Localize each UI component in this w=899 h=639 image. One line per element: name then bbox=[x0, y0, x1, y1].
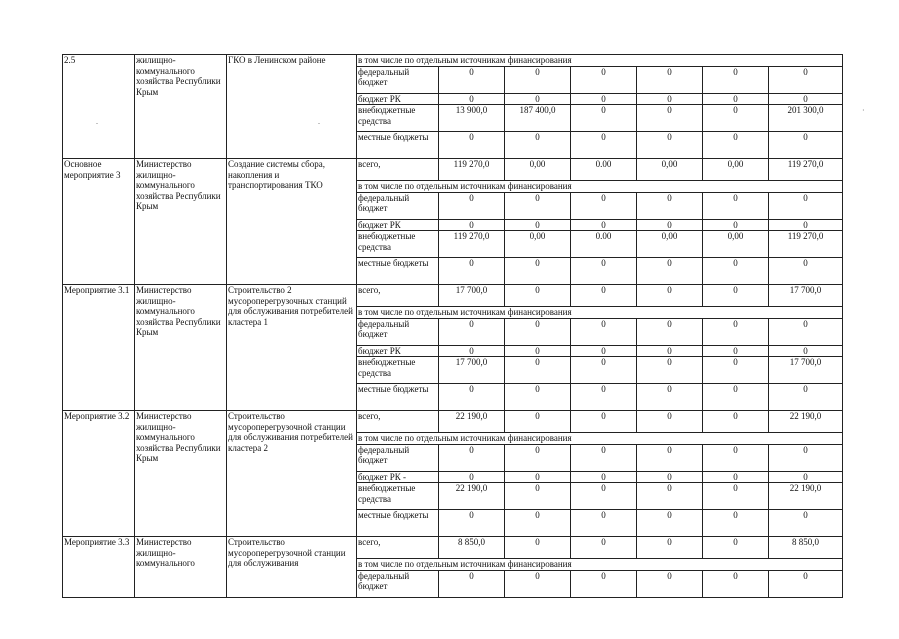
amount-cell: 0.00 bbox=[571, 231, 637, 258]
source-label-cell: местные бюджеты bbox=[357, 258, 439, 285]
amount-cell: 0 bbox=[637, 471, 703, 483]
amount-cell: 0 bbox=[703, 537, 769, 559]
amount-cell: 0 bbox=[769, 384, 843, 411]
amount-cell: 0 bbox=[439, 219, 505, 231]
amount-cell: 0 bbox=[703, 570, 769, 597]
amount-cell: 17 700,0 bbox=[439, 357, 505, 384]
sources-note-cell: в том числе по отдельным источникам финансирования bbox=[357, 559, 843, 571]
amount-cell: 0 bbox=[769, 444, 843, 471]
table-body bbox=[63, 55, 843, 598]
amount-cell: 0 bbox=[505, 66, 571, 93]
source-label-cell: федеральный бюджет bbox=[357, 444, 439, 471]
measure-description-cell: ГКО в Ленинском районе bbox=[227, 55, 357, 159]
amount-cell: 0 bbox=[637, 258, 703, 285]
amount-cell: 0 bbox=[637, 66, 703, 93]
amount-cell: 0 bbox=[703, 66, 769, 93]
amount-cell: 0 bbox=[769, 510, 843, 537]
amount-cell: 0 bbox=[439, 570, 505, 597]
amount-cell: 0 bbox=[637, 537, 703, 559]
executor-cell: Министерство жилищно-коммунального хозяйства Республики Крым bbox=[135, 411, 227, 537]
amount-cell: 0 bbox=[637, 345, 703, 357]
amount-cell: 0 bbox=[505, 219, 571, 231]
amount-cell: 0.00 bbox=[571, 159, 637, 181]
amount-cell: 0 bbox=[703, 258, 769, 285]
measure-id-cell: Основное мероприятие 3 bbox=[63, 159, 135, 285]
measure-id-cell: Мероприятие 3.2 bbox=[63, 411, 135, 537]
amount-cell: 0 bbox=[703, 357, 769, 384]
source-label-cell: местные бюджеты bbox=[357, 132, 439, 159]
source-label-cell: местные бюджеты bbox=[357, 384, 439, 411]
amount-cell: 0 bbox=[571, 537, 637, 559]
amount-cell: 0 bbox=[637, 510, 703, 537]
measure-id-cell: 2.5 bbox=[63, 55, 135, 159]
amount-cell: 0 bbox=[571, 93, 637, 105]
amount-cell: 0 bbox=[439, 471, 505, 483]
scan-speck: · bbox=[862, 106, 865, 115]
amount-cell: 0,00 bbox=[505, 231, 571, 258]
amount-cell: 22 190,0 bbox=[769, 411, 843, 433]
source-label-cell: федеральный бюджет bbox=[357, 318, 439, 345]
source-label-cell: местные бюджеты bbox=[357, 510, 439, 537]
amount-cell: 0 bbox=[505, 318, 571, 345]
amount-cell: 0 bbox=[571, 384, 637, 411]
measure-description-cell: Строительство мусороперегрузочной станции для обслуживания потребителей кластера 2 bbox=[227, 411, 357, 537]
amount-cell: 0 bbox=[769, 219, 843, 231]
amount-cell: 0 bbox=[637, 219, 703, 231]
amount-cell: 0 bbox=[439, 345, 505, 357]
amount-cell: 0 bbox=[703, 444, 769, 471]
amount-cell: 0 bbox=[439, 132, 505, 159]
amount-cell: 0 bbox=[505, 570, 571, 597]
table-row bbox=[63, 55, 843, 67]
amount-cell: 0 bbox=[439, 192, 505, 219]
amount-cell: 0 bbox=[637, 384, 703, 411]
amount-cell: 0 bbox=[769, 132, 843, 159]
amount-cell: 119 270,0 bbox=[439, 231, 505, 258]
amount-cell: 0 bbox=[571, 444, 637, 471]
source-label-cell: всего, bbox=[357, 411, 439, 433]
amount-cell: 0 bbox=[637, 570, 703, 597]
amount-cell: 0 bbox=[703, 411, 769, 433]
source-label-cell: внебюджетные средства bbox=[357, 483, 439, 510]
amount-cell: 13 900,0 bbox=[439, 105, 505, 132]
source-label-cell: федеральный бюджет bbox=[357, 66, 439, 93]
amount-cell: 22 190,0 bbox=[769, 483, 843, 510]
amount-cell: 0 bbox=[703, 192, 769, 219]
amount-cell: 0 bbox=[703, 318, 769, 345]
amount-cell: 0 bbox=[703, 483, 769, 510]
source-label-cell: бюджет РК bbox=[357, 219, 439, 231]
table-row bbox=[63, 285, 843, 307]
amount-cell: 0 bbox=[769, 570, 843, 597]
amount-cell: 0 bbox=[703, 93, 769, 105]
amount-cell: 119 270,0 bbox=[439, 159, 505, 181]
source-label-cell: всего, bbox=[357, 159, 439, 181]
measure-id-cell: Мероприятие 3.1 bbox=[63, 285, 135, 411]
amount-cell: 0 bbox=[505, 510, 571, 537]
amount-cell: 0 bbox=[637, 411, 703, 433]
amount-cell: 0 bbox=[769, 345, 843, 357]
amount-cell: 0 bbox=[505, 483, 571, 510]
measure-description-cell: Создание системы сбора, накопления и транспортирования ТКО bbox=[227, 159, 357, 285]
amount-cell: 0 bbox=[571, 318, 637, 345]
amount-cell: 0 bbox=[571, 471, 637, 483]
measure-description-cell: Строительство мусороперегрузочной станции для обслуживания bbox=[227, 537, 357, 598]
amount-cell: 0 bbox=[637, 318, 703, 345]
amount-cell: 0 bbox=[439, 444, 505, 471]
amount-cell: 0 bbox=[637, 444, 703, 471]
amount-cell: 0 bbox=[637, 93, 703, 105]
amount-cell: 0 bbox=[571, 66, 637, 93]
amount-cell: 0 bbox=[637, 483, 703, 510]
amount-cell: 0 bbox=[505, 93, 571, 105]
scan-speck: . bbox=[96, 117, 98, 126]
amount-cell: 0 bbox=[637, 192, 703, 219]
amount-cell: 0 bbox=[571, 192, 637, 219]
amount-cell: 0 bbox=[571, 345, 637, 357]
amount-cell: 0 bbox=[505, 357, 571, 384]
amount-cell: 0 bbox=[439, 510, 505, 537]
amount-cell: 0 bbox=[571, 570, 637, 597]
amount-cell: 0 bbox=[571, 411, 637, 433]
amount-cell: 0 bbox=[637, 132, 703, 159]
source-label-cell: внебюджетные средства bbox=[357, 105, 439, 132]
financing-table bbox=[62, 54, 843, 598]
sources-note-cell: в том числе по отдельным источникам финансирования bbox=[357, 55, 843, 67]
amount-cell: 0,00 bbox=[505, 159, 571, 181]
amount-cell: 22 190,0 bbox=[439, 483, 505, 510]
measure-id-cell: Мероприятие 3.3 bbox=[63, 537, 135, 598]
amount-cell: 8 850,0 bbox=[769, 537, 843, 559]
amount-cell: 0,00 bbox=[703, 159, 769, 181]
amount-cell: 0 bbox=[571, 285, 637, 307]
amount-cell: 0 bbox=[571, 357, 637, 384]
measure-description-cell: Строительство 2 мусороперегрузочных станций для обслуживания потребителей кластера 1 bbox=[227, 285, 357, 411]
scan-speck: . bbox=[318, 117, 320, 126]
amount-cell: 0 bbox=[703, 285, 769, 307]
amount-cell: 0 bbox=[571, 258, 637, 285]
amount-cell: 119 270,0 bbox=[769, 159, 843, 181]
amount-cell: 0 bbox=[703, 219, 769, 231]
amount-cell: 0 bbox=[703, 471, 769, 483]
amount-cell: 0 bbox=[571, 510, 637, 537]
amount-cell: 0 bbox=[439, 258, 505, 285]
executor-cell: Министерство жилищно-коммунального хозяйства Республики Крым bbox=[135, 285, 227, 411]
amount-cell: 0,00 bbox=[703, 231, 769, 258]
document-page bbox=[62, 54, 842, 598]
source-label-cell: внебюджетные средства bbox=[357, 231, 439, 258]
source-label-cell: федеральный бюджет bbox=[357, 570, 439, 597]
source-label-cell: бюджет РК bbox=[357, 93, 439, 105]
amount-cell: 0 bbox=[769, 318, 843, 345]
amount-cell: 0 bbox=[505, 411, 571, 433]
source-label-cell: федеральный бюджет bbox=[357, 192, 439, 219]
table-row bbox=[63, 159, 843, 181]
source-label-cell: всего, bbox=[357, 537, 439, 559]
executor-cell: Министерство жилищно-коммунального bbox=[135, 537, 227, 598]
amount-cell: 0 bbox=[703, 510, 769, 537]
amount-cell: 0 bbox=[571, 132, 637, 159]
amount-cell: 0 bbox=[505, 444, 571, 471]
amount-cell: 0 bbox=[571, 105, 637, 132]
amount-cell: 0 bbox=[505, 258, 571, 285]
amount-cell: 0 bbox=[505, 345, 571, 357]
source-label-cell: бюджет РК - bbox=[357, 471, 439, 483]
amount-cell: 17 700,0 bbox=[439, 285, 505, 307]
amount-cell: 0 bbox=[703, 384, 769, 411]
source-label-cell: бюджет РК bbox=[357, 345, 439, 357]
amount-cell: 0 bbox=[439, 318, 505, 345]
amount-cell: 0 bbox=[571, 219, 637, 231]
amount-cell: 0 bbox=[505, 384, 571, 411]
amount-cell: 0 bbox=[439, 66, 505, 93]
source-label-cell: внебюджетные средства bbox=[357, 357, 439, 384]
amount-cell: 0 bbox=[505, 132, 571, 159]
amount-cell: 0 bbox=[703, 132, 769, 159]
amount-cell: 0 bbox=[571, 483, 637, 510]
amount-cell: 0,00 bbox=[637, 159, 703, 181]
amount-cell: 0 bbox=[439, 93, 505, 105]
amount-cell: 0 bbox=[637, 357, 703, 384]
sources-note-cell: в том числе по отдельным источникам финансирования bbox=[357, 181, 843, 193]
sources-note-cell: в том числе по отдельным источникам финансирования bbox=[357, 307, 843, 319]
amount-cell: 0 bbox=[769, 192, 843, 219]
amount-cell: 0 bbox=[769, 471, 843, 483]
amount-cell: 22 190,0 bbox=[439, 411, 505, 433]
amount-cell: 0 bbox=[769, 258, 843, 285]
amount-cell: 0 bbox=[769, 93, 843, 105]
amount-cell: 119 270,0 bbox=[769, 231, 843, 258]
table-row bbox=[63, 537, 843, 559]
amount-cell: 0 bbox=[505, 192, 571, 219]
amount-cell: 0 bbox=[505, 471, 571, 483]
amount-cell: 201 300,0 bbox=[769, 105, 843, 132]
amount-cell: 8 850,0 bbox=[439, 537, 505, 559]
amount-cell: 0 bbox=[703, 345, 769, 357]
table-row bbox=[63, 411, 843, 433]
amount-cell: 0,00 bbox=[637, 231, 703, 258]
amount-cell: 17 700,0 bbox=[769, 285, 843, 307]
amount-cell: 0 bbox=[505, 285, 571, 307]
amount-cell: 0 bbox=[703, 105, 769, 132]
sources-note-cell: в том числе по отдельным источникам финансирования bbox=[357, 433, 843, 445]
amount-cell: 0 bbox=[769, 66, 843, 93]
amount-cell: 17 700,0 bbox=[769, 357, 843, 384]
amount-cell: 0 bbox=[637, 105, 703, 132]
executor-cell: Министерство жилищно-коммунального хозяйства Республики Крым bbox=[135, 159, 227, 285]
amount-cell: 0 bbox=[505, 537, 571, 559]
amount-cell: 0 bbox=[637, 285, 703, 307]
source-label-cell: всего, bbox=[357, 285, 439, 307]
amount-cell: 187 400,0 bbox=[505, 105, 571, 132]
amount-cell: 0 bbox=[439, 384, 505, 411]
executor-cell: жилищно-коммунального хозяйства Республики Крым bbox=[135, 55, 227, 159]
